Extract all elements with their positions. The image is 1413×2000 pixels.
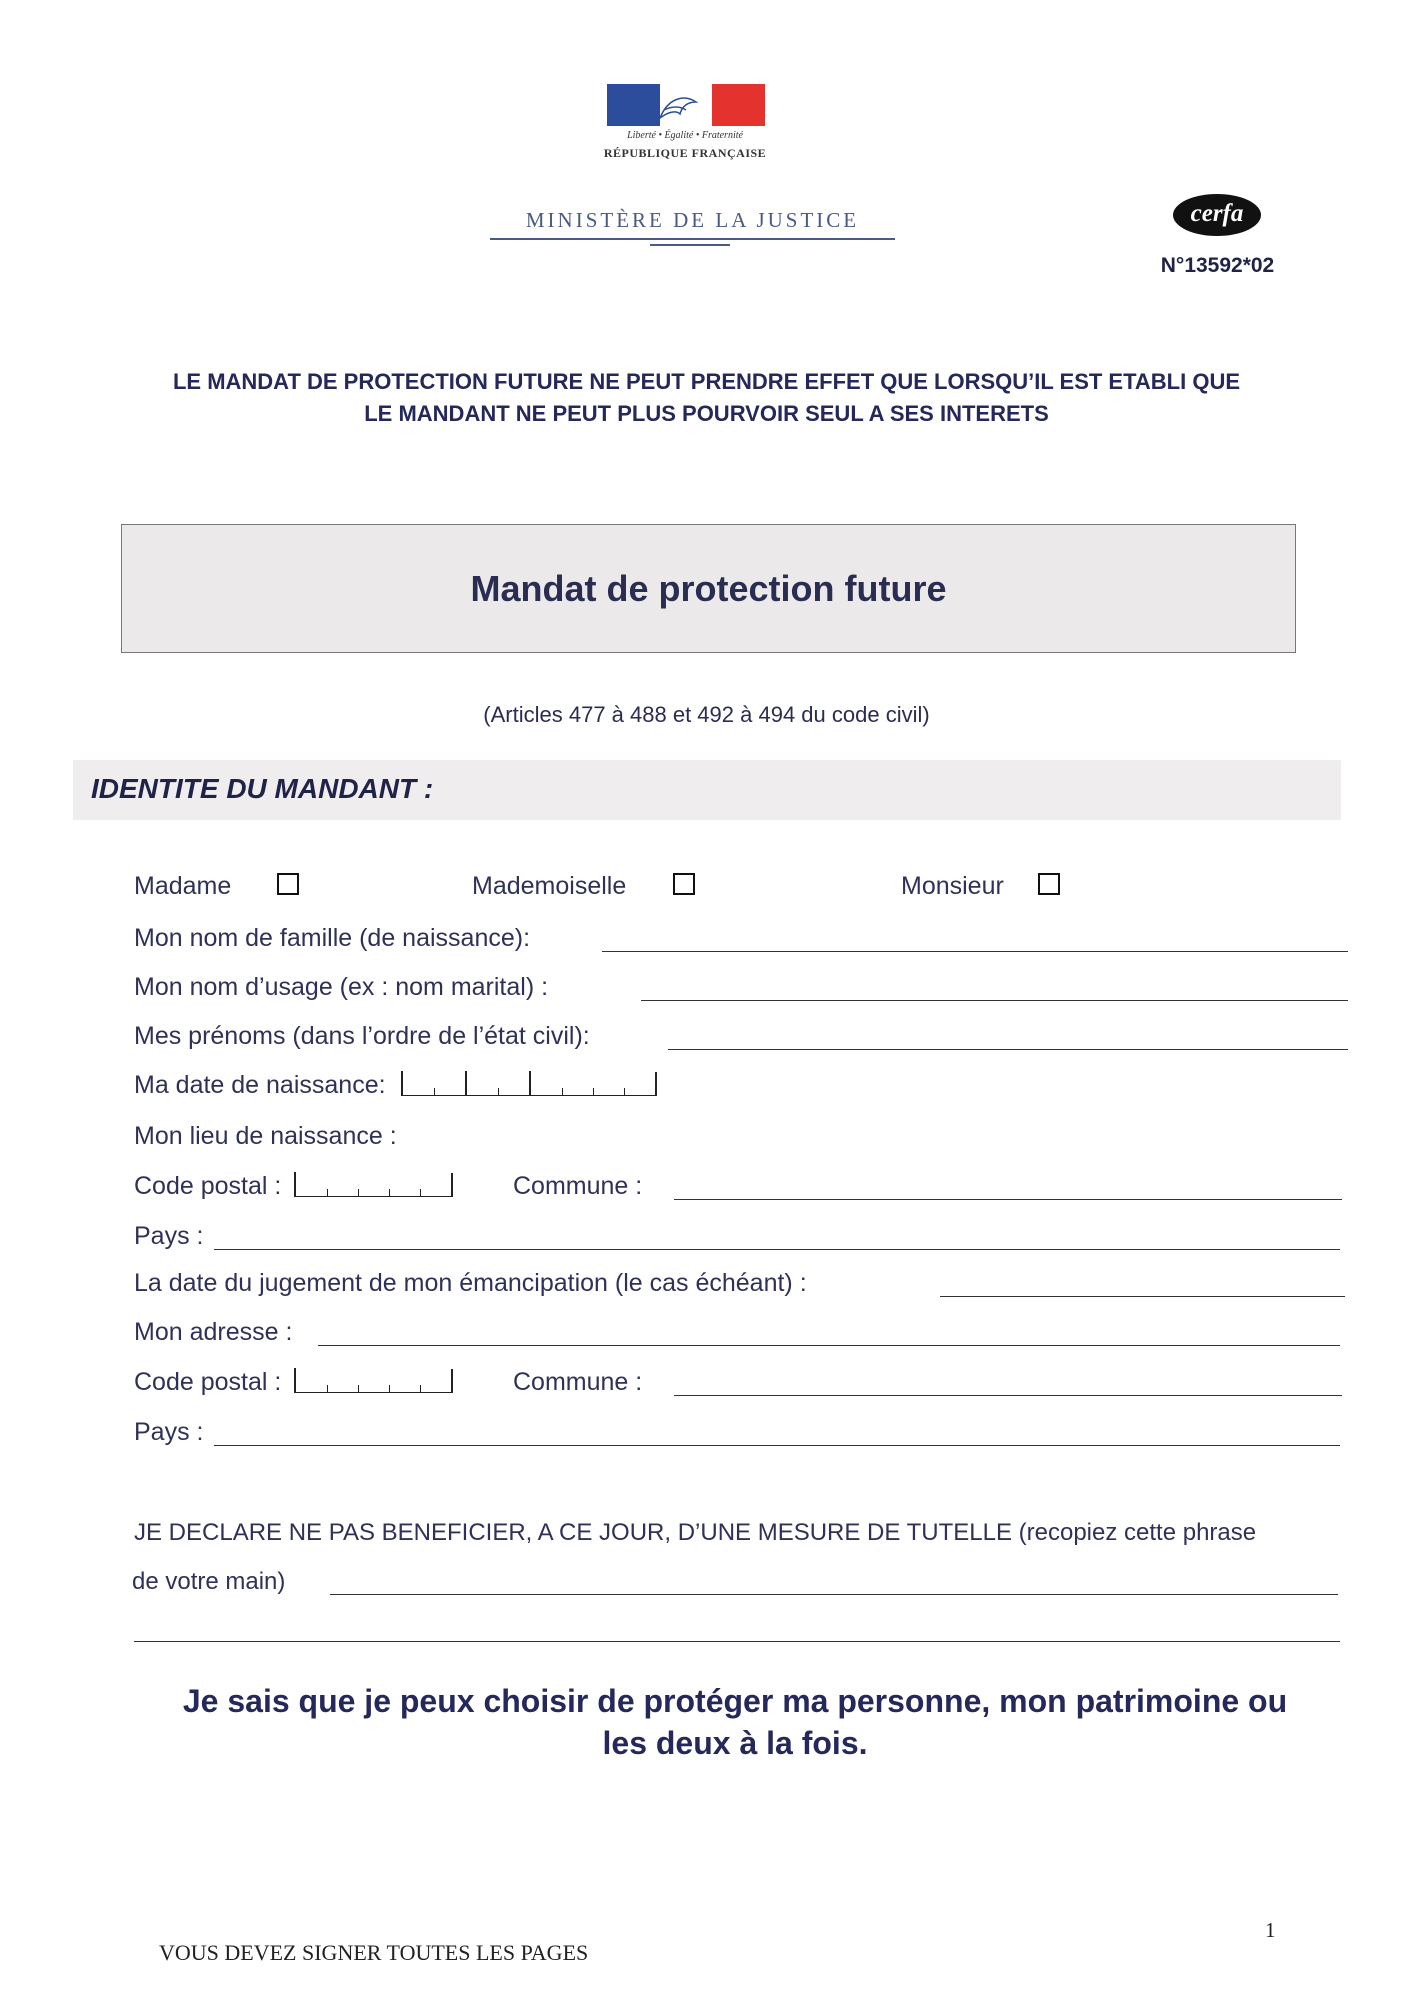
declaration-text-cont: de votre main) <box>132 1568 286 1595</box>
first-names-label: Mes prénoms (dans l’ordre de l’état civil): <box>134 1022 590 1050</box>
usage-name-field[interactable] <box>641 1000 1348 1001</box>
first-names-field[interactable] <box>668 1049 1348 1050</box>
declaration-handwrite-field[interactable] <box>330 1594 1338 1595</box>
birth-commune-field[interactable] <box>674 1199 1342 1200</box>
birth-postal-code-field[interactable] <box>294 1173 453 1197</box>
address-postal-code-label <box>134 1368 453 1397</box>
madame-label: Madame <box>134 872 232 900</box>
footer-note: VOUS DEVEZ SIGNER TOUTES LES PAGES <box>159 1940 589 1965</box>
republic-name: RÉPUBLIQUE FRANÇAISE <box>603 146 767 160</box>
postal-code-text: Code postal : <box>134 1368 282 1396</box>
title-box <box>121 524 1296 653</box>
monsieur-checkbox[interactable] <box>1038 873 1060 895</box>
notice-text <box>100 366 1313 430</box>
birth-date-label <box>134 1071 657 1100</box>
birth-name-label: Mon nom de famille (de naissance): <box>134 924 531 952</box>
emancipation-label: La date du jugement de mon émancipation (le cas échéant) : <box>134 1269 807 1297</box>
ministry-logo <box>490 80 895 250</box>
declaration-text: JE DECLARE NE PAS BENEFICIER, A CE JOUR, D’UNE MESURE DE TUTELLE (recopiez cette phrase <box>134 1519 1257 1546</box>
birth-name-field[interactable] <box>602 951 1348 952</box>
address-commune-label: Commune : <box>513 1368 643 1396</box>
mademoiselle-checkbox[interactable] <box>673 873 695 895</box>
marianne-icon <box>650 88 710 124</box>
notice-line: LE MANDANT NE PEUT PLUS POURVOIR SEUL A SES INTERETS <box>364 401 1049 426</box>
assurance-statement <box>140 1680 1330 1764</box>
articles-reference: (Articles 477 à 488 et 492 à 494 du code civil) <box>483 702 930 727</box>
emancipation-field[interactable] <box>940 1296 1345 1297</box>
ministry-name: MINISTÈRE DE LA JUSTICE <box>525 208 860 232</box>
notice-line: LE MANDAT DE PROTECTION FUTURE NE PEUT PRENDRE EFFET QUE LORSQU’IL EST ETABLI QUE <box>172 369 1241 394</box>
address-postal-code-field[interactable] <box>294 1369 453 1393</box>
usage-name-label: Mon nom d’usage (ex : nom marital) : <box>134 973 549 1001</box>
page-number: 1 <box>1265 1918 1276 1942</box>
birth-country-field[interactable] <box>214 1249 1340 1250</box>
madame-checkbox[interactable] <box>277 873 299 895</box>
address-country-label: Pays : <box>134 1418 204 1446</box>
birth-commune-label: Commune : <box>513 1172 643 1200</box>
birth-postal-code-label <box>134 1172 453 1201</box>
section-title: IDENTITE DU MANDANT : <box>91 773 434 804</box>
cerfa-logo: cerfa <box>1173 194 1261 236</box>
address-country-field[interactable] <box>214 1445 1340 1446</box>
address-label: Mon adresse : <box>134 1318 293 1346</box>
birth-date-text: Ma date de naissance: <box>134 1071 386 1099</box>
section-header <box>73 760 1341 820</box>
declaration-handwrite-field-2[interactable] <box>134 1641 1340 1642</box>
assurance-line: les deux à la fois. <box>602 1725 868 1761</box>
republic-motto: Liberté • Égalité • Fraternité <box>627 130 743 141</box>
assurance-line: Je sais que je peux choisir de protéger ma personne, mon patrimoine ou <box>182 1683 1288 1719</box>
birth-place-label: Mon lieu de naissance : <box>134 1122 397 1150</box>
cerfa-number: N°13592*02 <box>1160 254 1275 277</box>
divider <box>650 244 730 246</box>
birth-date-field[interactable] <box>401 1072 657 1096</box>
monsieur-label: Monsieur <box>901 872 1004 900</box>
address-commune-field[interactable] <box>674 1395 1342 1396</box>
birth-country-label: Pays : <box>134 1222 204 1250</box>
address-field[interactable] <box>318 1345 1340 1346</box>
mademoiselle-label: Mademoiselle <box>472 872 627 900</box>
postal-code-text: Code postal : <box>134 1172 282 1200</box>
page-title: Mandat de protection future <box>470 568 947 609</box>
divider <box>490 238 895 240</box>
